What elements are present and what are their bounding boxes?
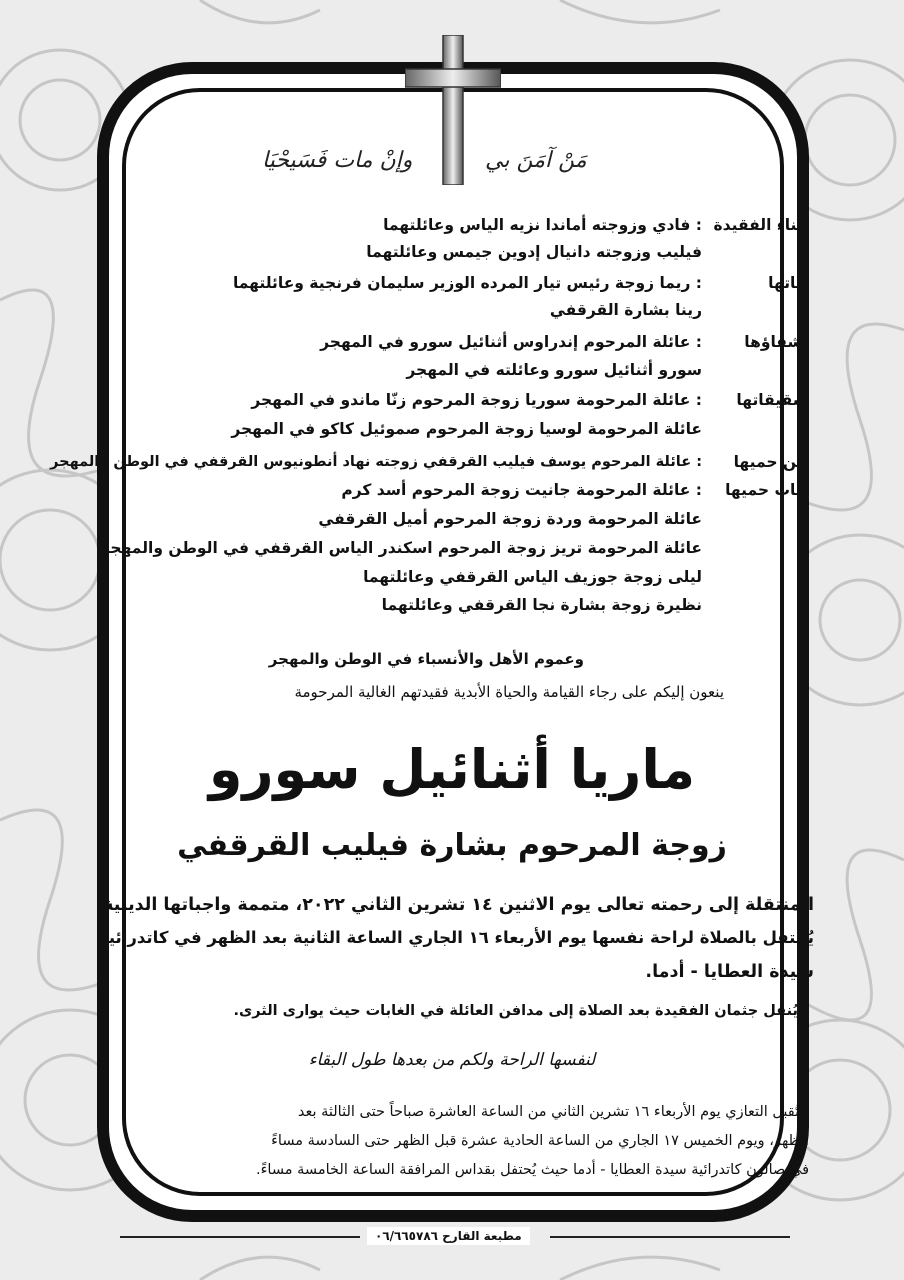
details-line: المنتقلة إلى رحمته تعالى يوم الاثنين ١٤ تشرين الثاني ٢٠٢٢، متممة واجباتها الدينية،: [96, 895, 814, 915]
family-line: عائلة المرحومة وردة زوجة المرحوم أميل القرقفي: [318, 510, 702, 528]
verse-left: وإنْ مات فَسَيحْيَا: [262, 148, 413, 173]
family-line: نظيرة زوجة بشارة نجا القرقفي وعائلتهما: [381, 596, 702, 614]
printer-divider-left: [120, 1236, 360, 1238]
printer-credit: مطبعة القارح ٠٦/٦٦٥٧٨٦: [367, 1227, 530, 1245]
deceased-title: زوجة المرحوم بشارة فيليب القرقفي: [177, 828, 727, 863]
family-line: رينا بشارة القرقفي: [549, 301, 702, 319]
family-line: : عائلة المرحومة جانيت زوجة المرحوم أسد كرم: [341, 481, 702, 499]
family-line: : عائلة المرحوم يوسف فيليب القرقفي زوجته نهاد أنطونيوس القرقفي في الوطن والمهجر: [50, 454, 702, 470]
family-line: : عائلة المرحومة سوريا زوجة المرحوم زنّا ماندو في المهجر: [251, 391, 702, 409]
details-line: سيدة العطايا - أدما.: [645, 962, 814, 982]
family-line: سورو أثنائيل سورو وعائلته في المهجر: [406, 361, 702, 379]
family-label: إبن حميها: [733, 453, 808, 471]
verse-right: مَنْ آمَنَ بي: [485, 148, 587, 173]
printer-divider-right: [550, 1236, 790, 1238]
family-line: فيليب وزوجته دانيال إدوين جيمس وعائلتهما: [366, 243, 702, 261]
announce-line: ينعون إليكم على رجاء القيامة والحياة الأبدية فقيدتهم الغالية المرحومة: [294, 683, 724, 701]
family-line: عائلة المرحومة تريز زوجة المرحوم اسكندر الياس القرقفي في الوطن والمهجر: [100, 539, 702, 557]
condolences-line: - تُقبل التعازي يوم الأربعاء ١٦ تشرين الثاني من الساعة العاشرة صباحاً حتى الثالثة بعد: [297, 1104, 809, 1120]
family-line: : فادي وزوجته أماندا نزيه الياس وعائلتهما: [383, 216, 702, 234]
condolences-line: في صالون كاتدرائية سيدة العطايا - أدما حيث يُحتفل بقداس المرافقة الساعة الخامسة مساءً.: [256, 1162, 809, 1178]
family-line: عائلة المرحومة لوسيا زوجة المرحوم صموئيل كاكو في المهجر: [231, 420, 702, 438]
deceased-name: ماريا أثنائيل سورو: [208, 738, 696, 801]
details-line: يُحتفل بالصلاة لراحة نفسها يوم الأربعاء ١٦ الجاري الساعة الثانية بعد الظهر في كاتدرائية: [98, 928, 814, 947]
relatives-line: وعموم الأهل والأنسباء في الوطن والمهجر: [268, 650, 584, 668]
family-label: شقيقاتها: [736, 391, 808, 409]
family-line: : ريما زوجة رئيس تيار المرده الوزير سليمان فرنجية وعائلتهما: [232, 274, 702, 292]
family-label: أبناء الفقيدة: [713, 216, 808, 234]
family-label: بناتها: [768, 274, 808, 292]
family-label: أشقاؤها: [744, 333, 808, 351]
closing-phrase: لنفسها الراحة ولكم من بعدها طول البقاء: [308, 1050, 596, 1070]
condolences-line: الظهر، ويوم الخميس ١٧ الجاري من الساعة الحادية عشرة قبل الظهر حتى السادسة مساءً: [271, 1133, 809, 1149]
family-line: ليلى زوجة جوزيف الياس القرقفي وعائلتهما: [363, 568, 702, 586]
burial-note: - يُنقل جثمان الفقيدة بعد الصلاة إلى مدافن العائلة في الغابات حيث يوارى الثرى.: [233, 1003, 809, 1019]
family-line: : عائلة المرحوم إندراوس أثنائيل سورو في المهجر: [320, 333, 702, 351]
family-label: بنات حميها: [725, 481, 808, 499]
